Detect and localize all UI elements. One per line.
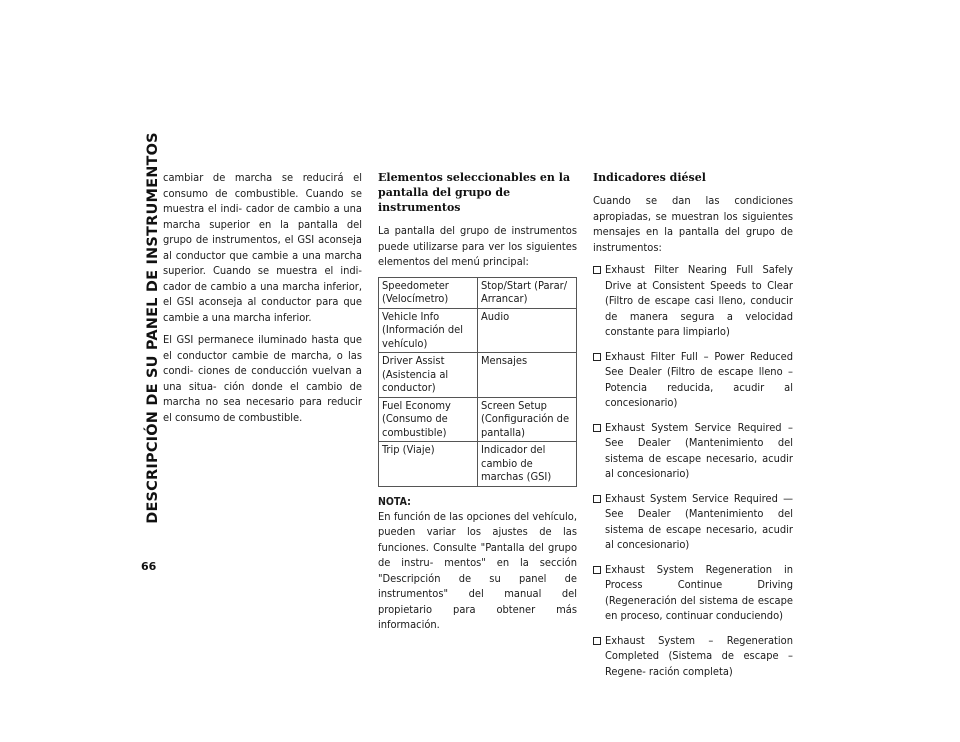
table-cell: Indicador del cambio de marchas (GSI): [478, 442, 577, 487]
list-item: [593, 420, 793, 482]
list-item: [593, 633, 793, 680]
list-item: [593, 349, 793, 411]
paragraph: El GSI permanece iluminado hasta que el conductor cambie de marcha, o las condi- ciones de conducción vuelvan a una situa- ción donde el cambio de marcha no sea necesario para reducir el consumo de combustible.: [163, 333, 362, 424]
list-item-text: Exhaust System Service Required – See Dealer (Mantenimiento del sistema de escape necesario, acudir al concesionario): [605, 420, 793, 480]
checkbox-bullet-icon: [593, 637, 601, 645]
table-cell: Vehicle Info (Información del vehículo): [379, 308, 478, 353]
table-cell: Mensajes: [478, 353, 577, 398]
table-row: [379, 308, 577, 353]
page-number: 66: [141, 560, 157, 573]
checkbox-bullet-icon: [593, 495, 601, 503]
list-item-text: Exhaust Filter Nearing Full Safely Drive at Consistent Speeds to Clear (Filtro de escape casi lleno, conducir de manera segura a velocidad constante para limpiarlo): [605, 263, 793, 338]
list-item: [593, 262, 793, 340]
side-section-title-text: DESCRIPCIÓN DE SU PANEL DE INSTRUMENTOS: [145, 132, 161, 524]
table-row: [379, 353, 577, 398]
table-row: [379, 397, 577, 442]
note-text: En función de las opciones del vehículo, pueden variar los ajustes de las funciones. Consulte "Pantalla del grupo de instru- mentos" en la sección "Descripción de su panel de instrumentos" del manual del propietario para obtener más información.: [378, 509, 577, 631]
list-item: [593, 491, 793, 553]
list-item-text: Exhaust Filter Full – Power Reduced See Dealer (Filtro de escape lleno – Potencia reducida, acudir al concesionario): [605, 349, 793, 409]
main-menu-table: [378, 277, 577, 487]
table-cell: Trip (Viaje): [379, 442, 478, 487]
table-cell: Stop/Start (Parar/ Arrancar): [478, 277, 577, 308]
checkbox-bullet-icon: [593, 353, 601, 361]
checkbox-bullet-icon: [593, 424, 601, 432]
list-item-text: Exhaust System – Regeneration Completed (Sistema de escape – Regene- ración completa): [605, 633, 793, 678]
paragraph: La pantalla del grupo de instrumentos puede utilizarse para ver los siguientes elementos del menú principal:: [378, 224, 577, 268]
paragraph: Cuando se dan las condiciones apropiadas, se muestran los siguientes mensajes en la pantalla del grupo de instrumentos:: [593, 194, 793, 254]
table-cell: Driver Assist (Asistencia al conductor): [379, 353, 478, 398]
list-item-text: Exhaust System Regeneration in Process Continue Driving (Regeneración del sistema de escape en proceso, continuar conduciendo): [605, 562, 793, 622]
paragraph: cambiar de marcha se reducirá el consumo de combustible. Cuando se muestra el indi- cador de cambio a una marcha superior en la pantalla del grupo de instrumentos, el GSI aconseja al conductor que cambie a una marcha superior. Cuando se muestra el indi- cador de cambio a una marcha inferior, el GSI aconseja al conductor para que cambie a una marcha inferior.: [163, 171, 362, 324]
side-section-title: [141, 132, 165, 524]
section-heading: Elementos seleccionables en la pantalla del grupo de instrumentos: [378, 171, 571, 214]
list-item: [593, 562, 793, 624]
column-diesel-indicators: [593, 170, 793, 688]
table-cell: Fuel Economy (Consumo de combustible): [379, 397, 478, 442]
list-item-text: Exhaust System Service Required — See Dealer (Mantenimiento del sistema de escape necesario, acudir al concesionario): [605, 491, 793, 551]
table-row: [379, 277, 577, 308]
column-selectable-items: [378, 170, 577, 640]
column-gsi-text: [163, 170, 362, 432]
note-label: NOTA:: [378, 495, 411, 508]
diesel-message-list: [593, 262, 793, 679]
checkbox-bullet-icon: [593, 266, 601, 274]
checkbox-bullet-icon: [593, 566, 601, 574]
table-cell: Audio: [478, 308, 577, 353]
section-heading: Indicadores diésel: [593, 171, 706, 184]
table-cell: Speedometer (Velocímetro): [379, 277, 478, 308]
table-cell: Screen Setup (Configuración de pantalla): [478, 397, 577, 442]
table-row: [379, 442, 577, 487]
